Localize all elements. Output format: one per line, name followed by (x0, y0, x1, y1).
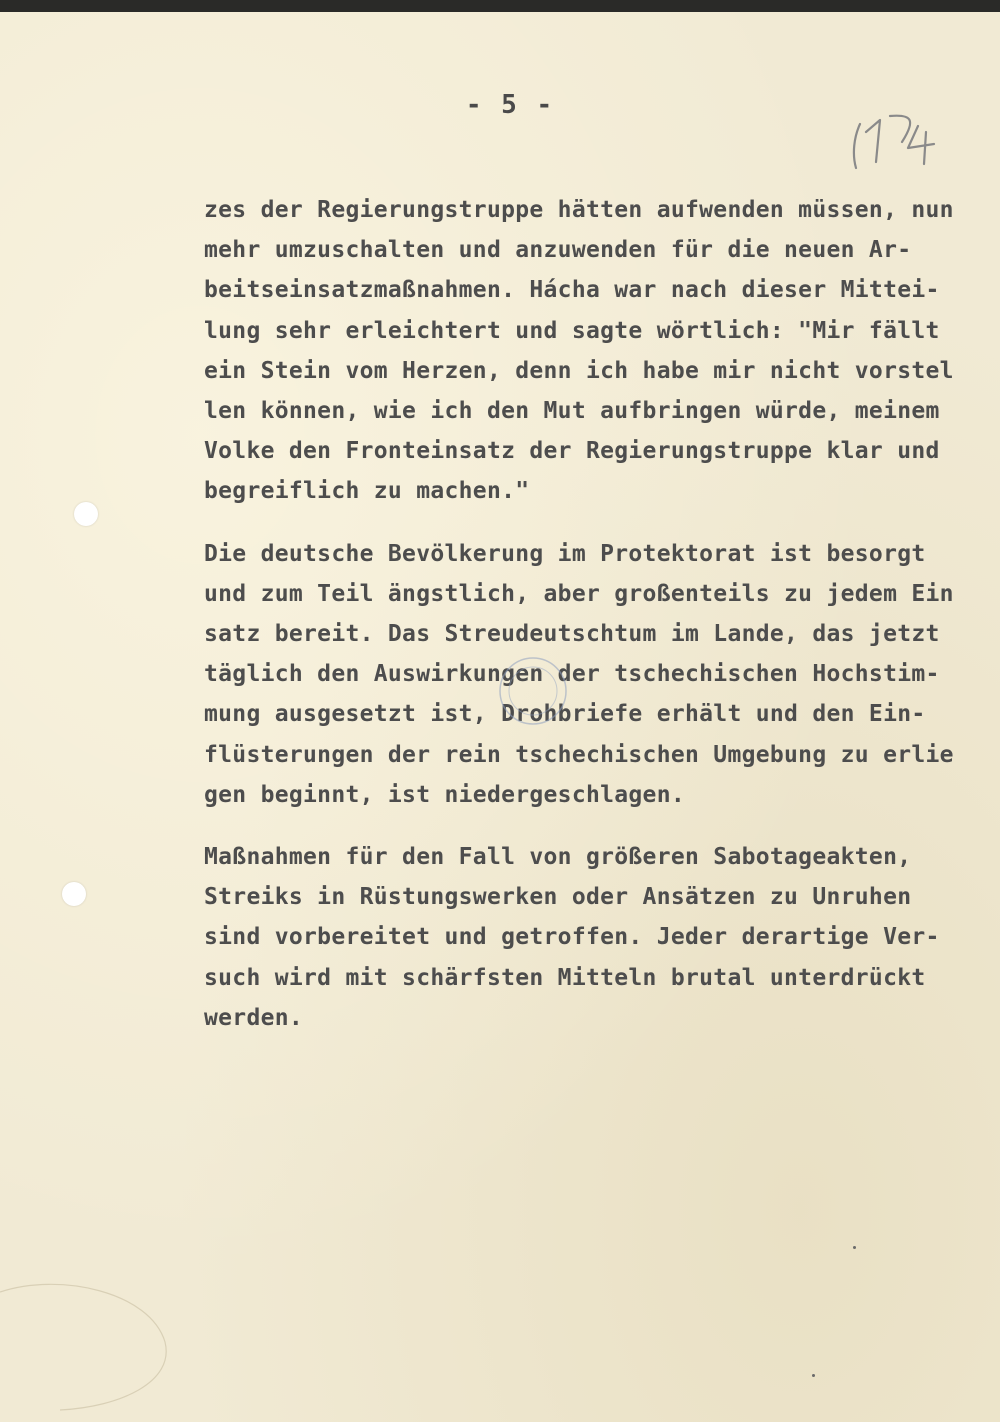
text-line: ein Stein vom Herzen, denn ich habe mir nicht vorstel (204, 357, 954, 384)
text-line: lung sehr erleichtert und sagte wörtlich: "Mir fällt (204, 317, 940, 344)
text-line: Maßnahmen für den Fall von größeren Sabotageakten, (204, 844, 912, 871)
punch-hole-upper (74, 502, 98, 526)
text-line: len können, wie ich den Mut aufbringen würde, meinem (204, 398, 940, 425)
text-line: satz bereit. Das Streudeutschtum im Lande, das jetzt (204, 621, 940, 648)
page-number: - 5 - (465, 90, 555, 120)
text-line: beitseinsatzmaßnahmen. Hácha war nach dieser Mittei- (204, 277, 940, 304)
paragraph-2 (204, 534, 992, 815)
text-line: und zum Teil ängstlich, aber großenteils zu jedem Ein (204, 580, 954, 607)
text-line: täglich den Auswirkungen der tschechischen Hochstim- (204, 661, 940, 688)
text-line: mung ausgesetzt ist, Drohbriefe erhält und den Ein- (204, 701, 926, 728)
text-line: gen beginnt, ist niedergeschlagen. (204, 781, 686, 808)
text-line: flüsterungen der rein tschechischen Umgebung zu erlie (204, 741, 954, 768)
text-line: Die deutsche Bevölkerung im Protektorat ist besorgt (204, 540, 926, 567)
archive-stamp (496, 654, 570, 728)
text-line: mehr umzuschalten und anzuwenden für die neuen Ar- (204, 237, 912, 264)
paragraph-1 (204, 190, 992, 512)
text-line: such wird mit schärfsten Mitteln brutal unterdrückt (204, 964, 926, 991)
text-line: begreiflich zu machen." (204, 478, 530, 505)
text-line: sind vorbereitet und getroffen. Jeder derartige Ver- (204, 924, 940, 951)
paragraph-3 (204, 837, 992, 1038)
paper-crease (0, 1272, 180, 1412)
folio-number (842, 102, 962, 182)
punch-hole-lower (62, 882, 86, 906)
text-line: Streiks in Rüstungswerken oder Ansätzen zu Unruhen (204, 884, 912, 911)
paper-speck (853, 1246, 856, 1249)
text-line: Volke den Fronteinsatz der Regierungstruppe klar und (204, 438, 940, 465)
text-line: zes der Regierungstruppe hätten aufwenden müssen, nun (204, 197, 954, 223)
text-line: werden. (204, 1004, 304, 1031)
body-text (204, 190, 992, 1060)
paper-speck (812, 1374, 815, 1377)
document-page (0, 12, 1000, 1422)
